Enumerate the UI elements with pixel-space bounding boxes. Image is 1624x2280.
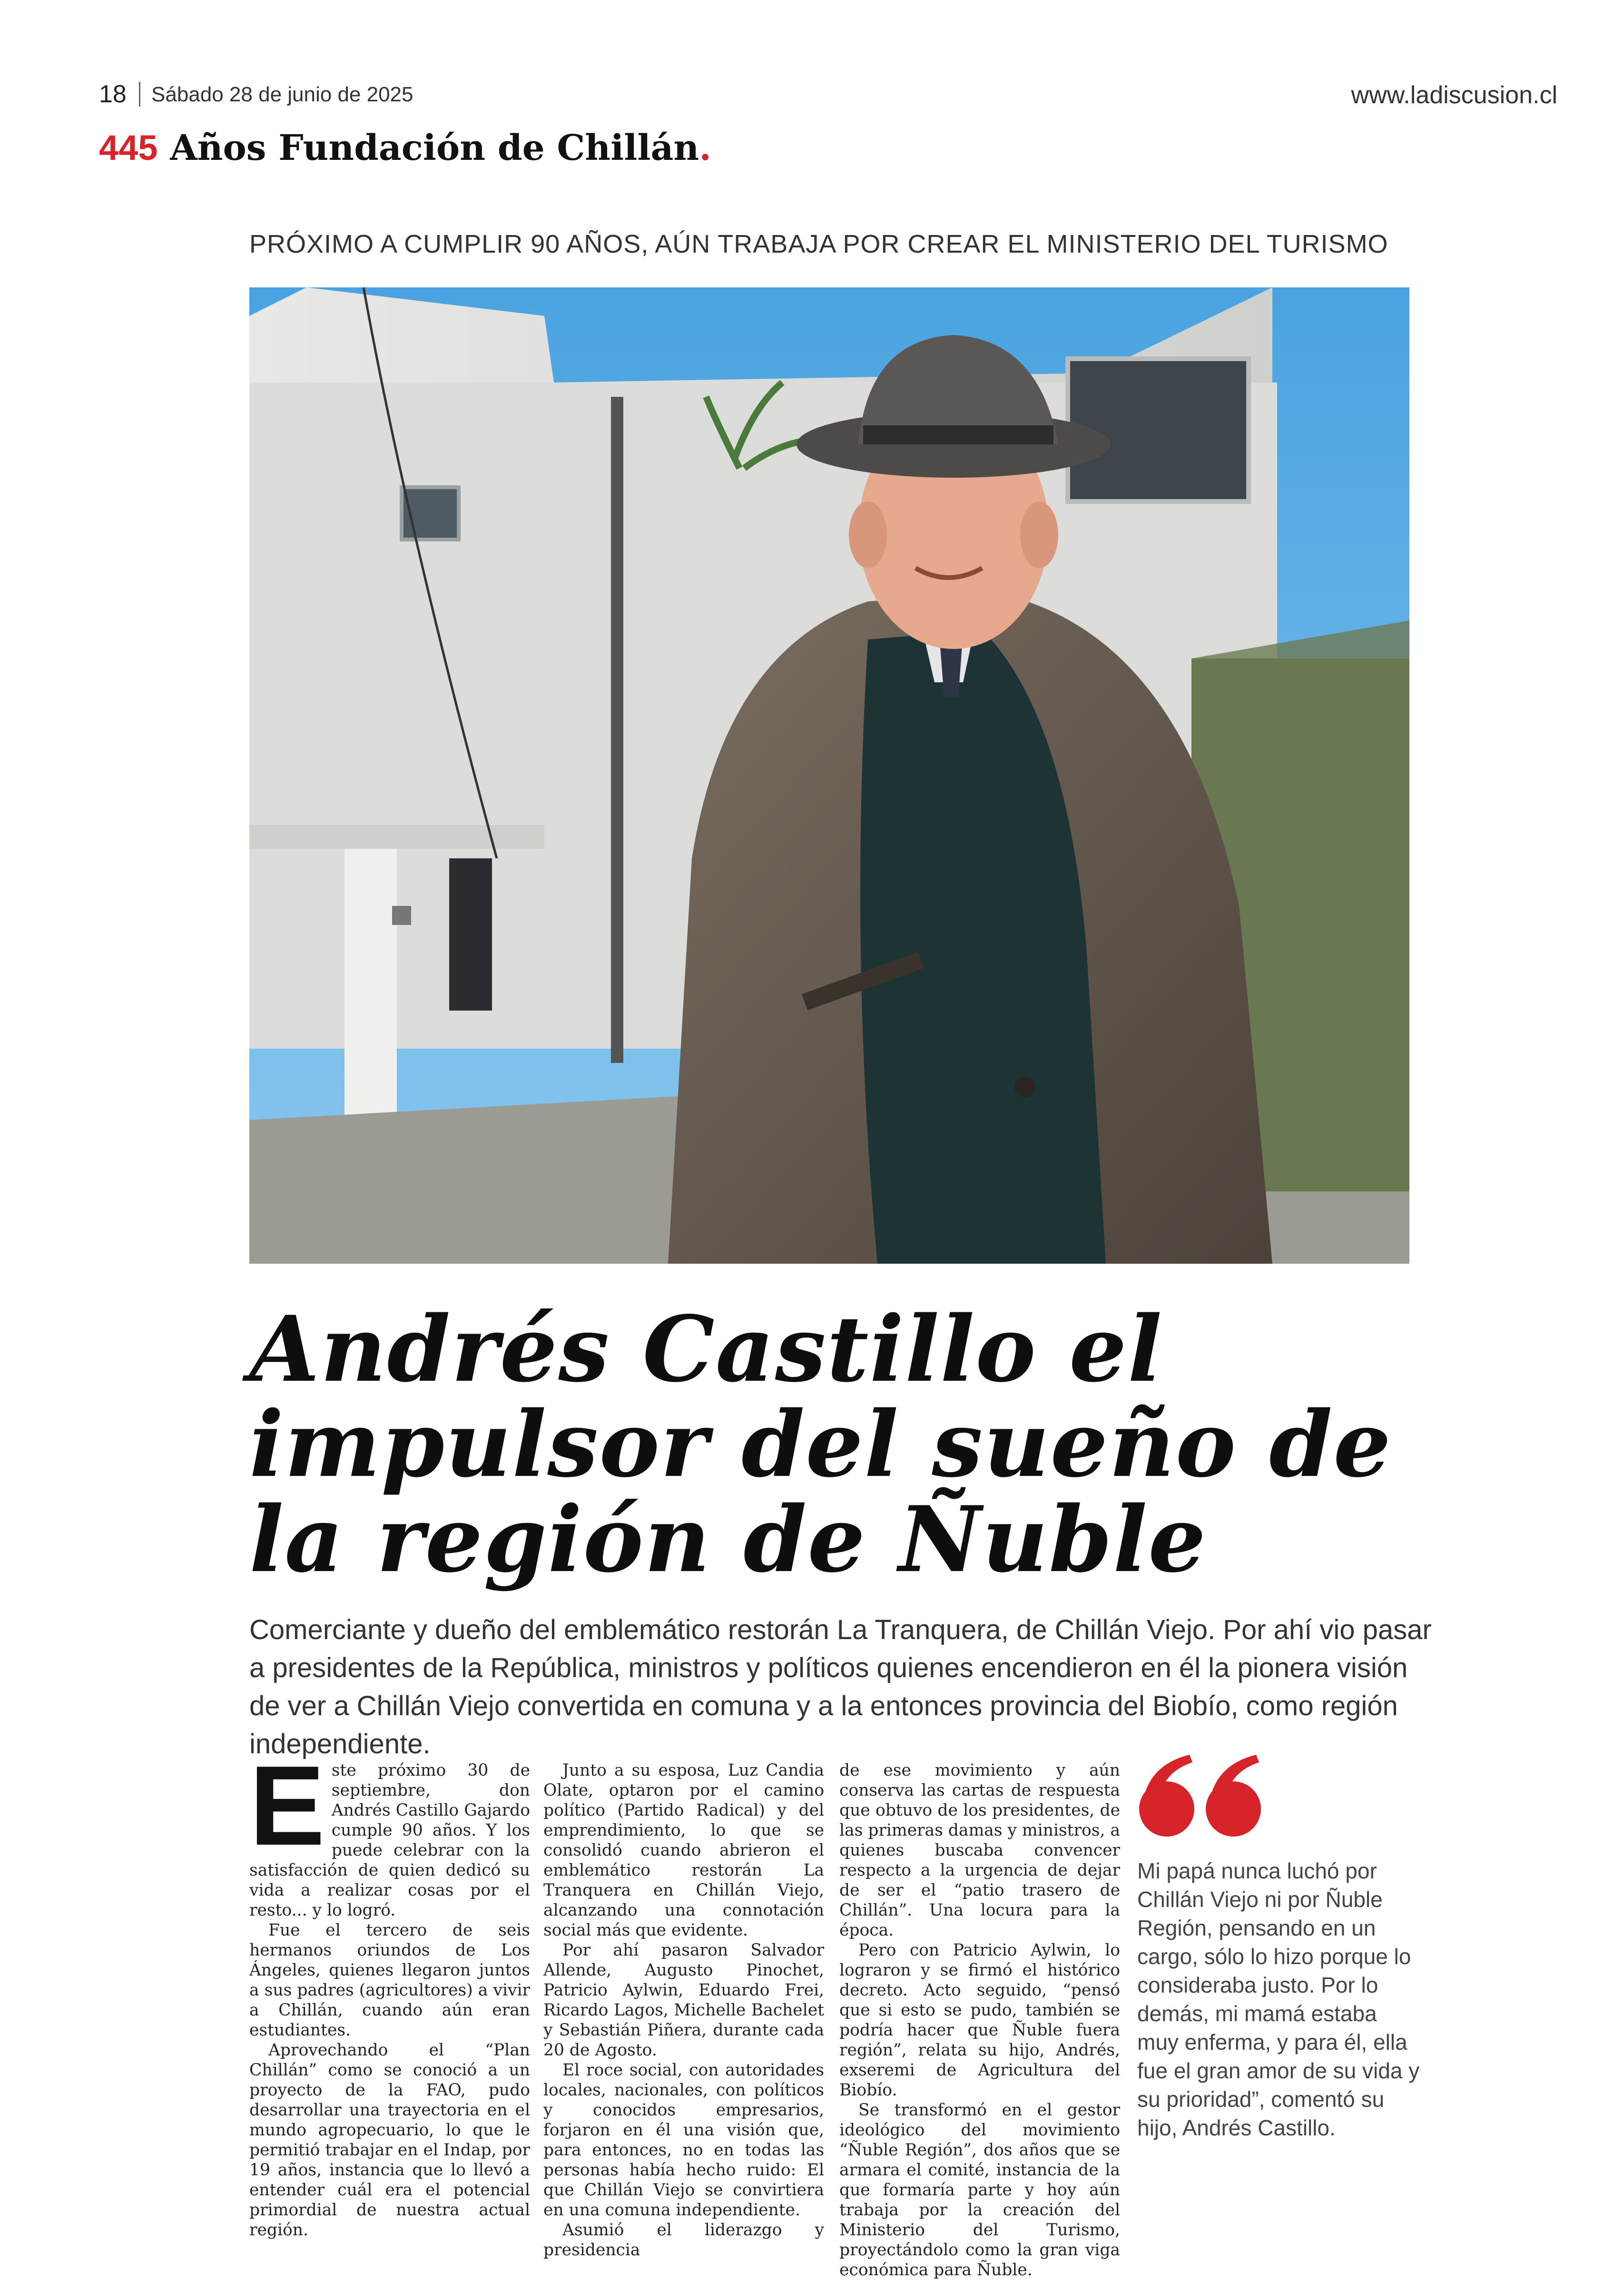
paragraph: Junto a su esposa, Luz Candia Olate, optaron por el camino político (Partido Radical) y del emprendimiento, lo que se consolidó cuando abrieron el emblemático restorán La Tranquera en Chillán Viejo, alcanzando una connotación social más que evidente. (543, 1761, 824, 1940)
paragraph: ste próximo 30 de septiembre, don Andrés Castillo Gajardo cumple 90 años. Y los puede celebrar con la satisfacción de quien dedicó su vida a realizar cosas por el resto... y lo logró. (249, 1761, 530, 1920)
page-number: 18 (99, 80, 127, 108)
body-column-3 (839, 1760, 1120, 2280)
section-title (99, 128, 711, 168)
section-number: 445 (99, 128, 158, 167)
headline-line: impulsor del sueño de (249, 1391, 1392, 1497)
portrait-illustration (249, 287, 1409, 1264)
headline-line: la región de Ñuble (249, 1486, 1207, 1592)
paragraph: Asumió el liderazgo y presidencia (543, 2221, 824, 2260)
header-divider (139, 82, 140, 107)
body-column-1 (249, 1743, 530, 2240)
paragraph: Se transformó en el gestor ideológico del movimiento “Ñuble Región”, dos años que se armara el comité, instancia de la que formaría parte y hoy aún trabaja por la creación del Ministerio del Turismo, proyectándolo como la gran viga económica para Ñuble. (839, 2101, 1120, 2280)
issue-date: Sábado 28 de junio de 2025 (151, 83, 413, 106)
paragraph: Fue el tercero de seis hermanos oriundos de Los Ángeles, quienes llegaron juntos a sus padres (agricultores) a vivir a Chillán, cuando aún eran estudiantes. (249, 1921, 530, 2040)
section-dot: . (699, 128, 711, 168)
drop-cap: E (249, 1743, 325, 1869)
article-lead: Comerciante y dueño del emblemático restorán La Tranquera, de Chillán Viejo. Por ahí vio pasar a presidentes de la República, ministros y políticos quienes encendieron en él la pionera visión de ver a Chillán Viejo convertida en comuna y a la entonces provincia del Biobío, como región independiente. (249, 1614, 1432, 1759)
article-kicker: PRÓXIMO A CUMPLIR 90 AÑOS, AÚN TRABAJA POR CREAR EL MINISTERIO DEL TURISMO (249, 230, 1388, 258)
paragraph: Aprovechando el “Plan Chillán” como se conoció a un proyecto de la FAO, pudo desarrollar una trayectoria en el mundo agropecuario, lo que le permitió trabajar en el Indap, por 19 años, instancia que lo llevó a entender cuál era el potencial primordial de nuestra actual región. (249, 2041, 530, 2240)
paragraph: Pero con Patricio Aylwin, lo lograron y se firmó el histórico decreto. Acto seguido, “pensó que si esto se pudo, también se podría hacer que Ñuble fuera región”, relata su hijo, Andrés, exseremi de Agricultura del Biobío. (839, 1941, 1120, 2100)
body-column-2 (543, 1760, 824, 2260)
article-headline (249, 1296, 1486, 1592)
section-label: Años Fundación de Chillán (170, 128, 699, 168)
paragraph: de ese movimiento y aún conserva las cartas de respuesta que obtuvo de los presidentes, de las primeras damas y ministros, a quienes buscaba convencer respecto a la urgencia de dejar de ser el “patio trasero de Chillán”. Una locura para la época. (839, 1761, 1120, 1940)
article-photo (249, 287, 1409, 1264)
quote-mark-icon (1137, 1751, 1266, 1841)
site-url[interactable]: www.ladiscusion.cl (1351, 81, 1557, 109)
paragraph: El roce social, con autoridades locales, nacionales, con políticos y conocidos empresarios, forjaron en él una visión que, para entonces, no en todas las personas había hecho ruido: El que Chillán Viejo se convirtiera en una comuna independiente. (543, 2061, 824, 2220)
paragraph: Por ahí pasaron Salvador Allende, Augusto Pinochet, Patricio Aylwin, Eduardo Frei, Ricardo Lagos, Michelle Bachelet y Sebastián Piñera, durante cada 20 de Agosto. (543, 1941, 824, 2060)
pull-quote: Mi papá nunca luchó por Chillán Viejo ni por Ñuble Región, pensando en un cargo, sólo lo hizo porque lo consideraba justo. Por lo demás, mi mamá estaba muy enferma, y para él, ella fue el gran amor de su vida y su prioridad”, comentó su hijo, Andrés Castillo. (1137, 1858, 1420, 2140)
headline-line: Andrés Castillo el (249, 1296, 1163, 1402)
